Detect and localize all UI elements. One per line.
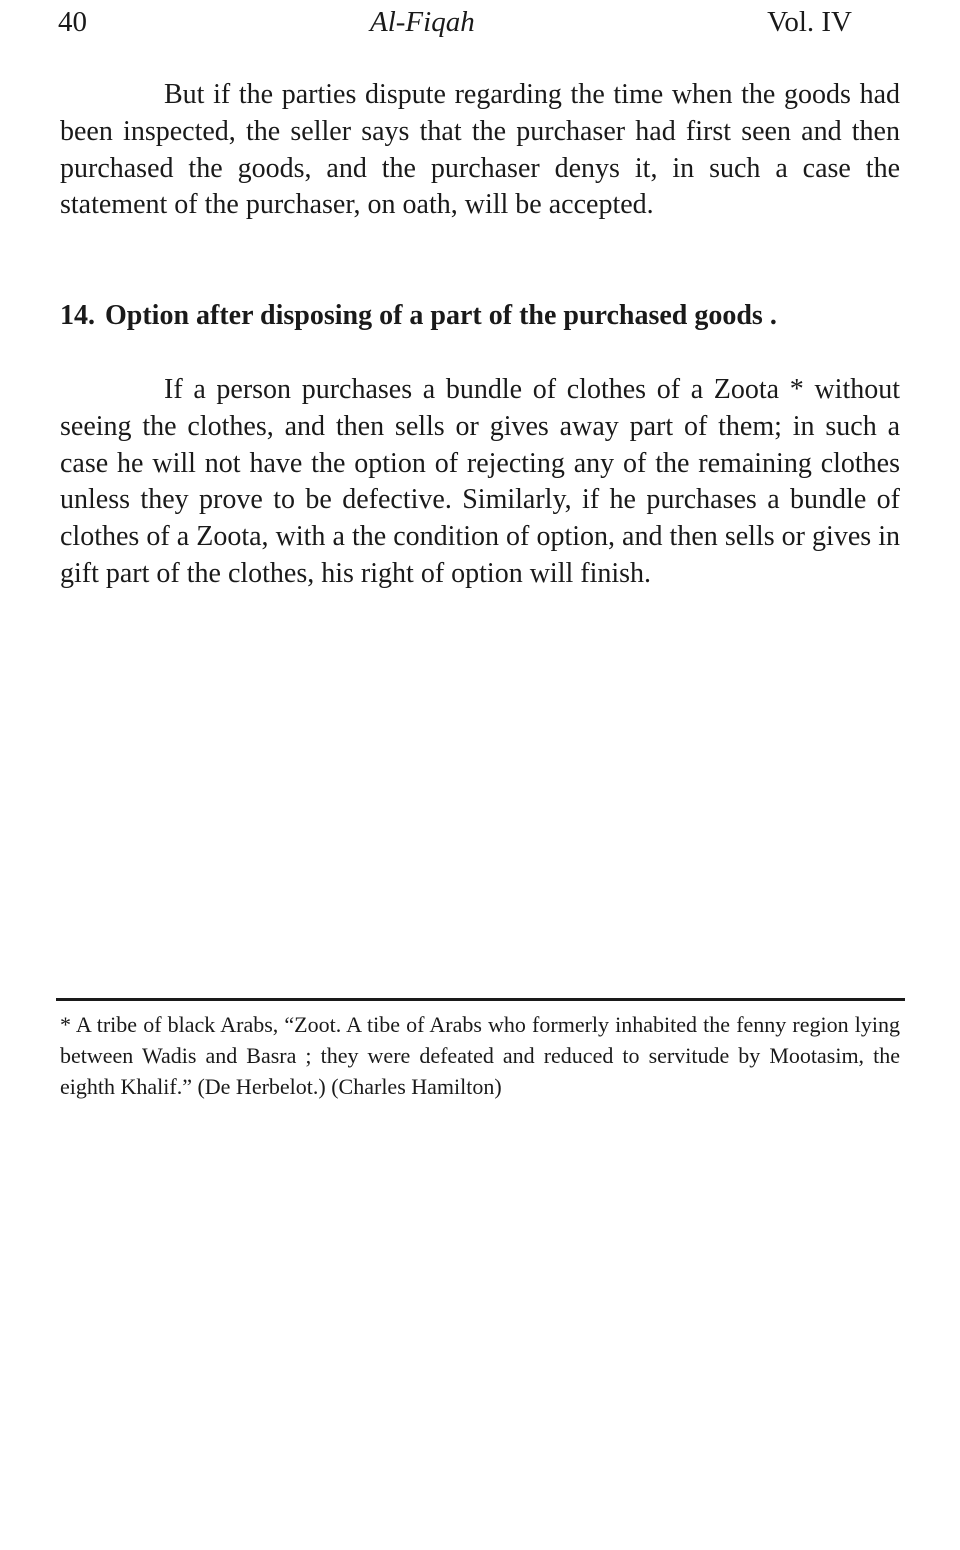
footnote-divider <box>56 998 905 1001</box>
paragraph-text: But if the parties dispute regarding the time when the goods had been inspected, the seller says that the purchaser had first seen and then purchased the goods, and the purchaser denys it, in such a case the statement of the purchaser, on oath, will be accepted. <box>60 79 900 221</box>
volume-label: Vol. IV <box>767 6 852 38</box>
paragraph-inspection-dispute <box>60 77 900 224</box>
section-heading <box>60 298 920 334</box>
paragraph-zoota-clothes <box>60 372 900 593</box>
page-number: 40 <box>58 6 87 38</box>
book-title: Al-Fiqah <box>370 6 475 38</box>
running-header <box>58 2 852 42</box>
section-title: Option after disposing of a part of the purchased goods . <box>105 300 777 331</box>
paragraph-text: If a person purchases a bundle of clothes of a Zoota * without seeing the clothes, and then sells or gives away part of them; in such a case he will not have the option of rejecting any of the remaining clothes unless they prove to be defective. Similarly, if he purchases a bundle of clothes of a Zoota, with a the condition of option, and then sells or gives in gift part of the clothes, his right of option will finish. <box>60 374 900 589</box>
section-number: 14. <box>60 300 95 331</box>
footnote: * A tribe of black Arabs, “Zoot. A tibe of Arabs who formerly inhabited the fenny region lying between Wadis and Basra ; they were defeated and reduced to servitude by Mootasim, the eighth Khalif.” (De Herbelot.) (Charles Hamilton) <box>60 1012 900 1099</box>
